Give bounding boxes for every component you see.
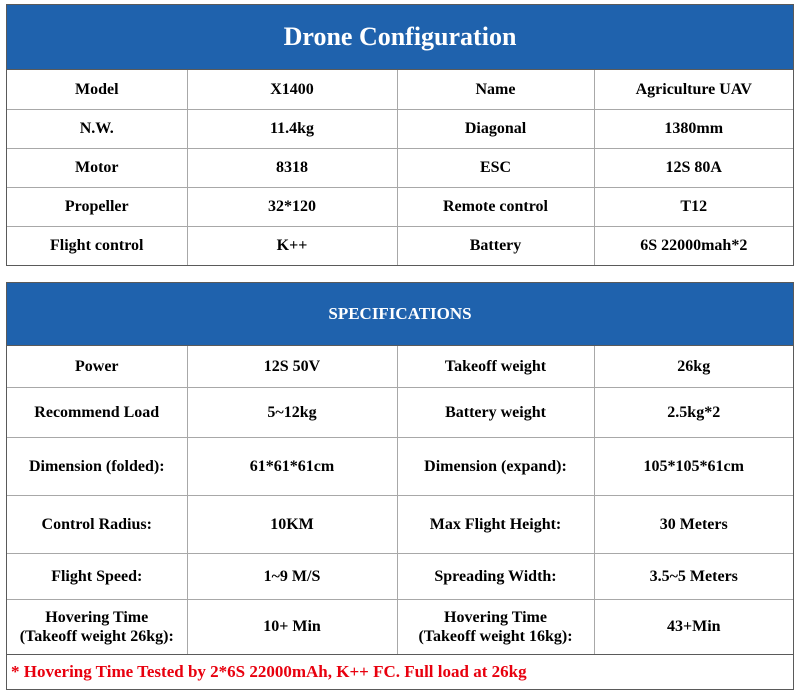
spec-label: Dimension (folded): — [7, 437, 187, 495]
specs-section — [6, 282, 794, 655]
spec-label: Spreading Width: — [397, 553, 594, 599]
spec-value: 30 Meters — [594, 495, 793, 553]
spec-label: Motor — [7, 148, 187, 187]
spec-label: Control Radius: — [7, 495, 187, 553]
spec-value: 26kg — [594, 346, 793, 387]
config-title: Drone Configuration — [7, 5, 793, 70]
spec-value: 105*105*61cm — [594, 437, 793, 495]
spec-value: K++ — [187, 226, 397, 265]
specs-table — [7, 346, 793, 654]
spec-value: 11.4kg — [187, 109, 397, 148]
spec-value: 1380mm — [594, 109, 793, 148]
spec-value: 3.5~5 Meters — [594, 553, 793, 599]
spec-label: N.W. — [7, 109, 187, 148]
spec-value: 10KM — [187, 495, 397, 553]
spec-value: 10+ Min — [187, 599, 397, 654]
spec-value: X1400 — [187, 70, 397, 109]
table-row — [7, 599, 793, 654]
spec-value: T12 — [594, 187, 793, 226]
specs-title: SPECIFICATIONS — [7, 283, 793, 346]
spec-label: Remote control — [397, 187, 594, 226]
table-row — [7, 437, 793, 495]
spec-label: Name — [397, 70, 594, 109]
table-row — [7, 109, 793, 148]
spec-value: 12S 80A — [594, 148, 793, 187]
spec-label: Hovering Time (Takeoff weight 16kg): — [397, 599, 594, 654]
table-row — [7, 553, 793, 599]
table-row — [7, 226, 793, 265]
spec-value: 43+Min — [594, 599, 793, 654]
spec-label: Takeoff weight — [397, 346, 594, 387]
spec-value: 32*120 — [187, 187, 397, 226]
spec-value: 8318 — [187, 148, 397, 187]
hovering-time-footnote: * Hovering Time Tested by 2*6S 22000mAh, K++ FC. Full load at 26kg — [6, 654, 794, 690]
spec-value: Agriculture UAV — [594, 70, 793, 109]
spec-value: 6S 22000mah*2 — [594, 226, 793, 265]
spec-label: Max Flight Height: — [397, 495, 594, 553]
spec-value: 1~9 M/S — [187, 553, 397, 599]
spec-label: Recommend Load — [7, 387, 187, 437]
table-row — [7, 346, 793, 387]
config-section — [6, 4, 794, 266]
spec-value: 12S 50V — [187, 346, 397, 387]
spec-label: Power — [7, 346, 187, 387]
spec-label: Diagonal — [397, 109, 594, 148]
table-row — [7, 187, 793, 226]
table-row — [7, 495, 793, 553]
table-row — [7, 70, 793, 109]
spec-label: Battery — [397, 226, 594, 265]
table-row — [7, 148, 793, 187]
spec-label: ESC — [397, 148, 594, 187]
spec-label: Flight control — [7, 226, 187, 265]
spec-label: Propeller — [7, 187, 187, 226]
spec-value: 61*61*61cm — [187, 437, 397, 495]
table-row — [7, 387, 793, 437]
spec-label: Battery weight — [397, 387, 594, 437]
spec-value: 5~12kg — [187, 387, 397, 437]
spec-label: Hovering Time (Takeoff weight 26kg): — [7, 599, 187, 654]
config-table — [7, 70, 793, 265]
spec-value: 2.5kg*2 — [594, 387, 793, 437]
spec-label: Flight Speed: — [7, 553, 187, 599]
spec-label: Dimension (expand): — [397, 437, 594, 495]
spec-label: Model — [7, 70, 187, 109]
